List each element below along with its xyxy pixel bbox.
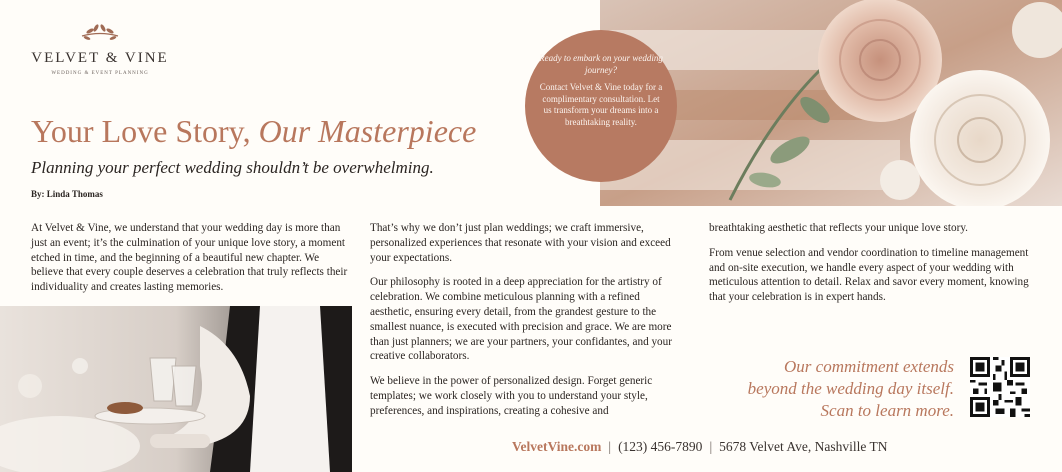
body-paragraph: Our philosophy is rooted in a deep appreciation for the artistry of celebration. We combine meticulous planning with a refined aesthetic, ensuring every detail, from the grandest gesture to the smallest nuance, is executed with precision and grace. We are more than just planners; we are your partners, your confidantes, and your creative collaborators.: [370, 276, 672, 363]
commitment-line: beyond the wedding day itself.: [747, 379, 954, 398]
body-paragraph: breathtaking aesthetic that reflects your unique love story.: [709, 222, 968, 234]
address: 5678 Velvet Ave, Nashville TN: [719, 439, 888, 454]
body-column-2: [370, 221, 682, 429]
footer-separator: |: [709, 439, 713, 454]
footer-separator: |: [608, 439, 612, 454]
body-paragraph: We believe in the power of personalized design. Forget generic templates; we work closely with you to understand your style, preferences, and inspirations, creating a cohesive and: [370, 375, 653, 417]
commitment-line: Scan to learn more.: [820, 401, 954, 420]
body-paragraph: From venue selection and vendor coordination to timeline management and on-site execution, we handle every aspect of your wedding with meticulous attention to detail. Relax and savor every moment, knowing that your celebration is in expert hands.: [709, 246, 1029, 304]
callout-title: Ready to embark on your wedding journey?: [539, 53, 663, 75]
body-paragraph: At Velvet & Vine, we understand that your wedding day is more than just an event; it’s the culmination of your unique love story, a moment etched in time, and the beginning of a beautiful new chapter. We believe that every couple deserves a celebration that truly reflects their individuality and creates lasting memories.: [31, 222, 348, 294]
leaf-sprig-icon: [76, 22, 124, 44]
website-link[interactable]: VelvetVine.com: [512, 439, 602, 454]
commitment-line: Our commitment extends: [784, 357, 954, 376]
subheadline: Planning your perfect wedding shouldn’t be overwhelming.: [31, 158, 434, 177]
qr-code[interactable]: [970, 357, 1030, 417]
logo: [20, 22, 180, 76]
waiter-serving-photo: [0, 306, 352, 472]
byline: By: Linda Thomas: [31, 189, 103, 199]
callout-body: Contact Velvet & Vine today for a complimentary consultation. Let us transform your dreams into a breathtaking reality.: [539, 82, 663, 127]
headline: [31, 113, 476, 150]
phone-number[interactable]: (123) 456-7890: [618, 439, 703, 454]
headline-part2: Our Masterpiece: [258, 113, 477, 149]
headline-part1: Your Love Story,: [31, 113, 259, 149]
contact-footer: [512, 439, 888, 455]
brand-name: VELVET & VINE: [31, 50, 169, 66]
commitment-message: [720, 356, 954, 422]
consultation-callout: [525, 30, 677, 182]
brand-tagline: WEDDING & EVENT PLANNING: [51, 71, 149, 76]
body-column-1: [31, 221, 351, 305]
body-column-3: [709, 221, 1039, 315]
body-paragraph: That’s why we don’t just plan weddings; we craft immersive, personalized experiences that resonate with your vision and exceed your expectations.: [370, 222, 671, 264]
